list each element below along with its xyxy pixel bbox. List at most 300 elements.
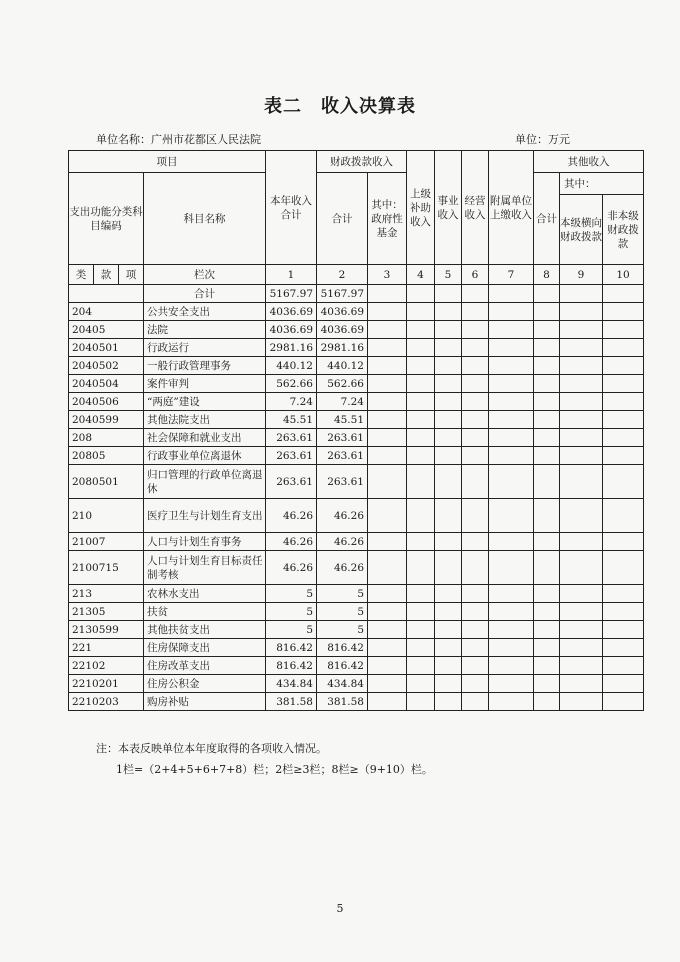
header-fiscal: 财政拨款收入 [317,151,407,173]
row-name: 行政运行 [144,339,266,357]
empty-cell [560,375,603,393]
empty-cell [407,693,435,711]
row-total: 2981.16 [266,339,317,357]
empty-cell [435,693,462,711]
row-name: 其他扶贫支出 [144,621,266,639]
empty-cell [407,603,435,621]
empty-cell [435,447,462,465]
empty-cell [489,533,534,551]
table-row [69,465,644,499]
empty-cell [435,465,462,499]
row-total: 5 [266,621,317,639]
empty-cell [603,375,644,393]
empty-cell [603,551,644,585]
empty-cell [603,621,644,639]
table-row [69,429,644,447]
col-num: 2 [317,265,368,285]
table-row [69,585,644,603]
empty-cell [603,447,644,465]
row-total: 4036.69 [266,321,317,339]
empty-cell [603,465,644,499]
row-name: 一般行政管理事务 [144,357,266,375]
empty-cell [435,339,462,357]
empty-cell [407,339,435,357]
empty-cell [489,603,534,621]
empty-cell [534,603,560,621]
col-num: 4 [407,265,435,285]
page-title: 表二 收入决算表 [264,96,416,117]
table-row [69,657,644,675]
empty-cell [462,551,489,585]
empty-cell [560,429,603,447]
empty-cell [407,639,435,657]
header-kuan: 款 [94,265,119,285]
empty-cell [462,411,489,429]
empty-cell [462,357,489,375]
row-fiscal: 816.42 [317,657,368,675]
empty-cell [603,639,644,657]
note-line-2: 1栏=（2+4+5+6+7+8）栏；2栏≥3栏；8栏≥（9+10）栏。 [116,763,433,776]
empty-cell [368,657,407,675]
empty-cell [534,339,560,357]
empty-cell [534,675,560,693]
empty-cell [560,321,603,339]
row-fiscal: 4036.69 [317,303,368,321]
col-num: 8 [534,265,560,285]
row-code: 213 [69,585,144,603]
row-fiscal: 381.58 [317,693,368,711]
header-business: 事业收入 [435,151,462,265]
table-row [69,621,644,639]
empty-cell [489,693,534,711]
empty-cell [368,375,407,393]
col-num: 1 [266,265,317,285]
empty-cell [534,447,560,465]
row-code: 2040599 [69,411,144,429]
row-code: 2130599 [69,621,144,639]
empty-cell [407,551,435,585]
empty-cell [603,533,644,551]
empty-cell [462,429,489,447]
note-line-1: 注：本表反映单位本年度取得的各项收入情况。 [96,742,327,755]
row-name: 购房补贴 [144,693,266,711]
empty-cell [462,393,489,411]
empty-cell [534,621,560,639]
empty-cell [435,533,462,551]
empty-cell [489,411,534,429]
row-name: 行政事业单位离退休 [144,447,266,465]
empty-cell [407,675,435,693]
header-code: 支出功能分类科目编码 [69,173,144,265]
empty-cell [462,693,489,711]
empty-cell [407,375,435,393]
empty-cell [489,465,534,499]
header-item: 项目 [69,151,266,173]
table-row [69,447,644,465]
empty-cell [462,447,489,465]
empty-cell [407,499,435,533]
row-code: 2040502 [69,357,144,375]
empty-cell [435,321,462,339]
row-code: 2040501 [69,339,144,357]
empty-cell [435,429,462,447]
empty-cell [603,411,644,429]
page-number: 5 [336,902,344,915]
row-code: 20805 [69,447,144,465]
header-affiliated: 附属单位上缴收入 [489,151,534,265]
empty-cell [407,321,435,339]
header-fiscal-sum: 合计 [317,173,368,265]
table-row [69,339,644,357]
header-fiscal-fund: 其中：政府性基金 [368,173,407,265]
empty-cell [560,533,603,551]
row-total: 46.26 [266,499,317,533]
empty-cell [407,533,435,551]
empty-cell [534,393,560,411]
header-lei: 类 [69,265,94,285]
row-total: 46.26 [266,533,317,551]
empty-cell [435,639,462,657]
empty-cell [560,393,603,411]
empty-cell [462,533,489,551]
table-row [69,303,644,321]
empty-cell [462,675,489,693]
empty-cell [435,657,462,675]
row-total: 440.12 [266,357,317,375]
row-fiscal: 2981.16 [317,339,368,357]
empty-cell [368,499,407,533]
row-name: 归口管理的行政单位离退休 [144,465,266,499]
row-code: 208 [69,429,144,447]
header-operating: 经营收入 [462,151,489,265]
empty-cell [603,303,644,321]
empty-cell [489,357,534,375]
empty-cell [534,499,560,533]
empty-cell [489,499,534,533]
empty-cell [560,639,603,657]
empty-cell [368,393,407,411]
empty-cell [560,411,603,429]
empty-cell [603,657,644,675]
header-name: 科目名称 [144,173,266,265]
row-total: 5 [266,603,317,621]
empty-cell [407,447,435,465]
table-row [69,551,644,585]
empty-cell [603,357,644,375]
row-total: 263.61 [266,429,317,447]
table-row [69,693,644,711]
empty-cell [368,339,407,357]
row-fiscal: 46.26 [317,499,368,533]
col-num: 7 [489,265,534,285]
header-other-sum: 合计 [534,173,560,265]
empty-cell [407,585,435,603]
row-name: 人口与计划生育目标责任制考核 [144,551,266,585]
col-num: 9 [560,265,603,285]
empty-cell [560,465,603,499]
empty-cell [603,429,644,447]
row-total: 562.66 [266,375,317,393]
empty-cell [534,533,560,551]
row-name: 住房改革支出 [144,657,266,675]
empty-cell [462,621,489,639]
row-name: 医疗卫生与计划生育支出 [144,499,266,533]
row-fiscal: 4036.69 [317,321,368,339]
empty-cell [368,675,407,693]
row-total: 263.61 [266,465,317,499]
row-code: 2210203 [69,693,144,711]
row-fiscal: 816.42 [317,639,368,657]
empty-cell [489,675,534,693]
row-code: 21007 [69,533,144,551]
row-fiscal: 5 [317,603,368,621]
empty-cell [534,585,560,603]
empty-cell [368,639,407,657]
empty-cell [489,551,534,585]
empty-cell [407,429,435,447]
empty-cell [489,429,534,447]
row-code: 210 [69,499,144,533]
empty-cell [489,585,534,603]
empty-cell [560,603,603,621]
empty-cell [534,639,560,657]
empty-cell [560,499,603,533]
empty-cell [489,375,534,393]
empty-cell [534,693,560,711]
empty-cell [407,303,435,321]
col-num: 5 [435,265,462,285]
row-fiscal: 562.66 [317,375,368,393]
row-fiscal: 263.61 [317,465,368,499]
empty-cell [603,693,644,711]
row-name: 人口与计划生育事务 [144,533,266,551]
row-fiscal: 46.26 [317,551,368,585]
row-name: 住房保障支出 [144,639,266,657]
unit-name: 单位名称：广州市花都区人民法院 [96,133,261,146]
empty-cell [368,357,407,375]
empty-cell [560,693,603,711]
col-num: 10 [603,265,644,285]
empty-cell [368,303,407,321]
header-xiang: 项 [119,265,144,285]
empty-cell [407,393,435,411]
total-label: 合计 [144,285,266,303]
total-fiscal: 5167.97 [317,285,368,303]
empty-cell [407,621,435,639]
row-total: 45.51 [266,411,317,429]
row-code: 2080501 [69,465,144,499]
empty-cell [462,321,489,339]
row-fiscal: 434.84 [317,675,368,693]
empty-cell [462,375,489,393]
row-total: 816.42 [266,657,317,675]
header-among: 其中： [560,173,644,195]
row-total: 4036.69 [266,303,317,321]
empty-cell [603,393,644,411]
empty-cell [489,393,534,411]
row-code: 221 [69,639,144,657]
empty-cell [534,321,560,339]
empty-cell [435,411,462,429]
empty-cell [489,639,534,657]
empty-cell [534,411,560,429]
empty-cell [368,603,407,621]
empty-cell [368,585,407,603]
row-code: 2040506 [69,393,144,411]
table-row [69,499,644,533]
empty-cell [603,339,644,357]
empty-cell [435,375,462,393]
empty-cell [489,621,534,639]
header-lanci: 栏次 [144,265,266,285]
table-row [69,357,644,375]
empty-cell [560,303,603,321]
empty-cell [435,675,462,693]
header-same-level: 本级横向财政拨款 [560,195,603,265]
row-fiscal: 5 [317,585,368,603]
empty-cell [368,621,407,639]
header-non-level: 非本级财政拨款 [603,195,644,265]
empty-cell [560,339,603,357]
income-table [68,150,644,711]
row-total: 381.58 [266,693,317,711]
empty-cell [435,303,462,321]
header-other: 其他收入 [534,151,644,173]
row-fiscal: 263.61 [317,447,368,465]
row-total: 5 [266,585,317,603]
empty-cell [368,465,407,499]
empty-cell [368,429,407,447]
empty-cell [407,657,435,675]
row-code: 21305 [69,603,144,621]
row-code: 2040504 [69,375,144,393]
empty-cell [462,499,489,533]
empty-cell [560,657,603,675]
empty-cell [603,675,644,693]
empty-cell [560,675,603,693]
empty-cell [462,657,489,675]
row-name: “两庭”建设 [144,393,266,411]
row-total: 7.24 [266,393,317,411]
total-income: 5167.97 [266,285,317,303]
empty-cell [435,603,462,621]
row-fiscal: 46.26 [317,533,368,551]
table-row [69,603,644,621]
empty-cell [534,657,560,675]
empty-cell [368,321,407,339]
row-fiscal: 263.61 [317,429,368,447]
row-code: 2210201 [69,675,144,693]
empty-cell [368,411,407,429]
empty-cell [435,499,462,533]
empty-cell [534,357,560,375]
row-total: 434.84 [266,675,317,693]
row-code: 22102 [69,657,144,675]
unit-label: 单位：万元 [515,133,570,146]
table-row [69,675,644,693]
empty-cell [489,303,534,321]
row-total: 263.61 [266,447,317,465]
empty-cell [462,339,489,357]
row-total: 46.26 [266,551,317,585]
table-row [69,393,644,411]
table-row [69,321,644,339]
empty-cell [435,357,462,375]
empty-cell [603,321,644,339]
empty-cell [534,429,560,447]
header-upper: 上级补助收入 [407,151,435,265]
empty-cell [603,603,644,621]
empty-cell [435,393,462,411]
empty-cell [489,657,534,675]
empty-cell [603,499,644,533]
row-fiscal: 45.51 [317,411,368,429]
empty-cell [489,447,534,465]
empty-cell [462,465,489,499]
row-code: 20405 [69,321,144,339]
table-row [69,411,644,429]
empty-cell [435,551,462,585]
empty-cell [489,339,534,357]
row-name: 案件审判 [144,375,266,393]
header-total: 本年收入合计 [266,151,317,265]
empty-cell [560,585,603,603]
empty-cell [560,447,603,465]
row-name: 农林水支出 [144,585,266,603]
row-name: 住房公积金 [144,675,266,693]
row-name: 扶贫 [144,603,266,621]
row-fiscal: 7.24 [317,393,368,411]
empty-cell [534,375,560,393]
empty-cell [560,357,603,375]
row-code: 204 [69,303,144,321]
empty-cell [407,357,435,375]
row-name: 公共安全支出 [144,303,266,321]
empty-cell [560,551,603,585]
empty-cell [462,639,489,657]
empty-cell [407,465,435,499]
table-row [69,639,644,657]
empty-cell [407,411,435,429]
empty-cell [534,465,560,499]
table-row [69,375,644,393]
empty-cell [435,585,462,603]
table-body [69,303,644,711]
row-fiscal: 440.12 [317,357,368,375]
total-row [69,285,644,303]
row-name: 法院 [144,321,266,339]
empty-cell [368,533,407,551]
empty-cell [603,585,644,603]
col-num: 6 [462,265,489,285]
empty-cell [435,621,462,639]
empty-cell [462,303,489,321]
row-name: 社会保障和就业支出 [144,429,266,447]
empty-cell [534,551,560,585]
row-fiscal: 5 [317,621,368,639]
row-name: 其他法院支出 [144,411,266,429]
empty-cell [368,447,407,465]
table-row [69,533,644,551]
empty-cell [462,585,489,603]
empty-cell [534,303,560,321]
row-total: 816.42 [266,639,317,657]
row-code: 2100715 [69,551,144,585]
empty-cell [560,621,603,639]
empty-cell [462,603,489,621]
empty-cell [368,551,407,585]
empty-cell [368,693,407,711]
